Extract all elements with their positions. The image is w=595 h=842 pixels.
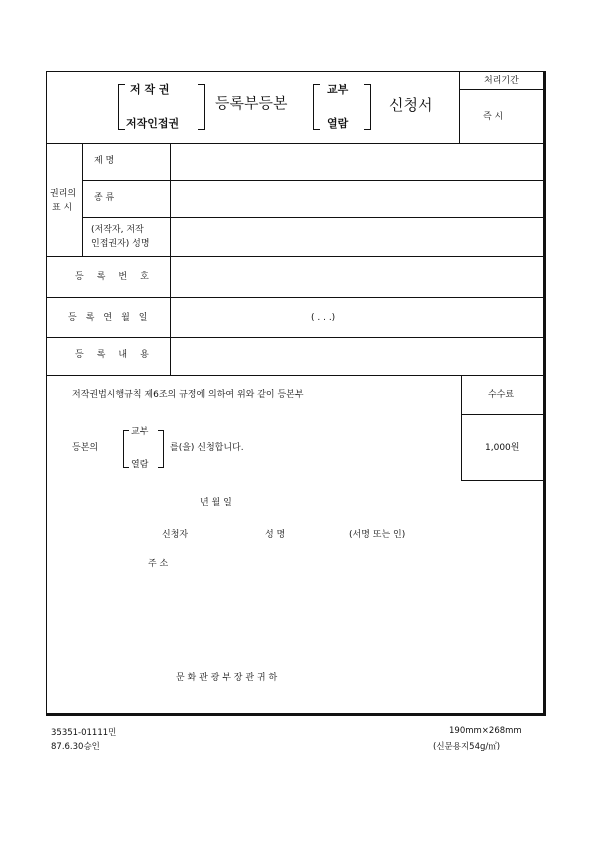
statement-option-view: 열람 bbox=[131, 460, 149, 470]
author-field-label-line2: 인접권자) 성명 bbox=[91, 239, 150, 249]
fee-value: 1,000원 bbox=[485, 443, 520, 453]
fee-label: 수수료 bbox=[488, 390, 515, 400]
form-code: 35351-01111민 bbox=[51, 728, 117, 738]
type-field-label: 종 류 bbox=[94, 193, 115, 203]
type-input-field[interactable] bbox=[171, 181, 544, 216]
approval-date: 87.6.30승인 bbox=[51, 742, 100, 752]
bracket-left-close bbox=[198, 84, 205, 130]
statement-bracket-open bbox=[123, 430, 129, 468]
author-name-input-field[interactable] bbox=[171, 218, 544, 255]
processing-box-line bbox=[459, 89, 545, 90]
signature-note: (서명 또는 인) bbox=[349, 530, 406, 540]
address-input[interactable] bbox=[180, 555, 460, 573]
statement-option-issue: 교부 bbox=[131, 427, 149, 437]
neighboring-rights-label: 저작인접권 bbox=[126, 117, 180, 130]
processing-box-divider bbox=[459, 72, 460, 143]
statement-prefix: 등본의 bbox=[72, 443, 99, 453]
title-field-label: 제 명 bbox=[94, 156, 115, 166]
author-field-label-line1: (저작자, 저작 bbox=[91, 225, 144, 235]
form-title-end: 신청서 bbox=[389, 96, 433, 114]
reg-date-input-field[interactable] bbox=[171, 298, 544, 336]
recipient-line: 문 화 관 광 부 장 관 귀 하 bbox=[176, 673, 278, 683]
paper-size: 190mm×268mm bbox=[449, 726, 522, 736]
reg-number-label: 등록번호 bbox=[75, 272, 162, 282]
rights-bottom-line bbox=[47, 256, 545, 257]
reg-content-input-field[interactable] bbox=[171, 338, 544, 374]
fee-box-line bbox=[461, 414, 545, 415]
rights-group-divider bbox=[82, 143, 83, 256]
reg-content-label: 등록내용 bbox=[75, 350, 162, 360]
statement-suffix: 를(을) 신청합니다. bbox=[170, 443, 244, 453]
paper-spec: (신문용지54g/㎡) bbox=[433, 742, 501, 752]
statement-bracket-close bbox=[158, 430, 164, 468]
fee-box-divider bbox=[461, 375, 462, 481]
view-option-label: 열람 bbox=[327, 117, 349, 130]
application-date-input[interactable] bbox=[160, 494, 340, 512]
reg-row-line-3 bbox=[47, 375, 545, 376]
bracket-right-close bbox=[364, 84, 371, 130]
form-title-main: 등록부등본 bbox=[215, 94, 288, 112]
reg-number-input-field[interactable] bbox=[171, 258, 544, 296]
reg-date-value: ( . . .) bbox=[311, 313, 336, 323]
bracket-left-open bbox=[118, 84, 125, 130]
title-input-field[interactable] bbox=[171, 144, 544, 179]
rights-group-label-line2: 표 시 bbox=[52, 203, 73, 213]
applicant-name-label: 성 명 bbox=[265, 530, 286, 540]
processing-period-label: 처리기간 bbox=[484, 76, 519, 86]
applicant-label: 신청자 bbox=[162, 530, 189, 540]
application-date-line: 년 월 일 bbox=[200, 498, 232, 508]
copyright-label: 저 작 권 bbox=[130, 83, 170, 96]
address-label: 주 소 bbox=[148, 559, 169, 569]
bracket-right-open bbox=[313, 84, 320, 130]
issue-option-label: 교부 bbox=[327, 83, 349, 96]
applicant-name-input[interactable] bbox=[295, 526, 343, 544]
statement-line1: 저작권법시행규칙 제6조의 규정에 의하여 위와 같이 등본부 bbox=[72, 390, 304, 400]
rights-group-label-line1: 권리의 bbox=[50, 189, 77, 199]
fee-box-bottom bbox=[461, 480, 545, 481]
processing-period-value: 즉 시 bbox=[483, 112, 504, 122]
reg-date-label: 등록연월일 bbox=[68, 313, 157, 323]
